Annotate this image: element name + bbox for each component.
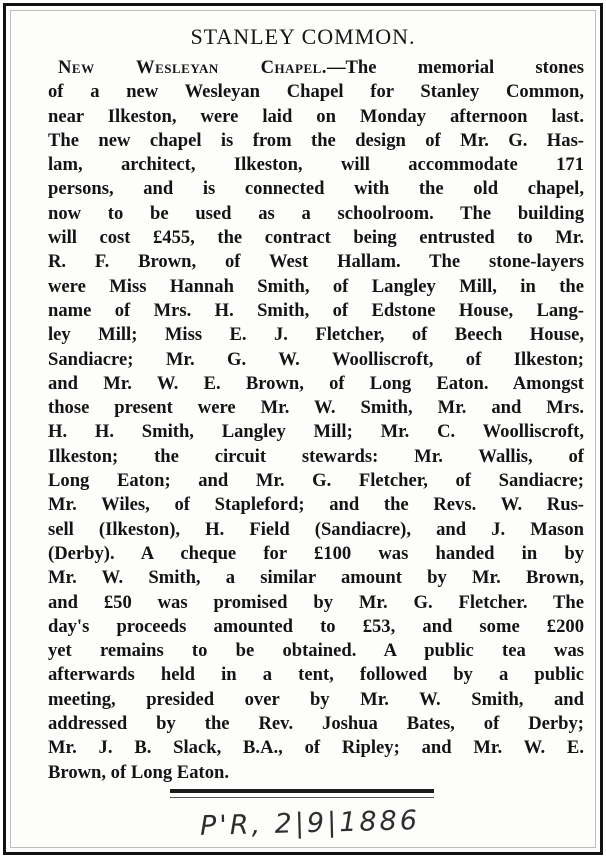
article-line: (Derby). A cheque for £100 was handed in by [48,542,584,564]
article-line: and Mr. W. E. Brown, of Long Eaton. Amongst [48,372,584,394]
article-line: yet remains to be obtained. A public tea was [48,640,584,662]
article-line: persons, and is connected with the old chapel, [48,178,584,200]
article-line-text: —The memorial stones [326,57,584,78]
article-line: near Ilkeston, were laid on Monday afternoon last. [48,105,584,127]
article-line: R. F. Brown, of West Hallam. The stone-layers [48,251,584,273]
article-line: Long Eaton; and Mr. G. Fletcher, of Sandiacre; [48,470,584,492]
article-headline: STANLEY COMMON. [190,24,416,49]
article-line: addressed by the Rev. Joshua Bates, of Derby; [48,713,584,735]
article-line: name of Mrs. H. Smith, of Edstone House, Lang- [48,299,584,321]
article-line: Mr. J. B. Slack, B.A., of Ripley; and Mr. W. E. [48,737,584,759]
article-line: afterwards held in a tent, followed by a public [48,664,584,686]
article-line: The new chapel is from the design of Mr. G. Has- [48,129,584,151]
article-line: those present were Mr. W. Smith, Mr. and Mrs. [48,397,584,419]
article-body [48,56,584,785]
article-lead: New Wesleyan Chapel. [58,57,327,78]
article-line: sell (Ilkeston), H. Field (Sandiacre), and J. Mason [48,518,584,540]
article-line: will cost £455, the contract being entrusted to Mr. [48,227,584,249]
article-line: day's proceeds amounted to £53, and some £200 [48,615,584,637]
handwritten-source-date: P'R, 2|9|1886 [199,805,421,842]
article-line: now to be used as a schoolroom. The building [48,202,584,224]
article-line: and £50 was promised by Mr. G. Fletcher. The [48,591,584,613]
article-line: of a new Wesleyan Chapel for Stanley Common, [48,81,584,103]
article-line: Mr. Wiles, of Stapleford; and the Revs. W. Rus- [48,494,584,516]
article-line: ley Mill; Miss E. J. Fletcher, of Beech House, [48,324,584,346]
article-line: were Miss Hannah Smith, of Langley Mill, in the [48,275,584,297]
article-line: Ilkeston; the circuit stewards: Mr. Wallis, of [48,445,584,467]
article-line: lam, architect, Ilkeston, will accommodate 171 [48,154,584,176]
article-line [48,56,584,80]
article-line: Sandiacre; Mr. G. W. Woolliscroft, of Ilkeston; [48,348,584,370]
article-line: H. H. Smith, Langley Mill; Mr. C. Woolliscroft, [48,421,584,443]
end-rule-thin [170,797,434,798]
article-line: Brown, of Long Eaton. [48,761,229,783]
article-line: Mr. W. Smith, a similar amount by Mr. Brown, [48,567,584,589]
end-rule-thick [170,789,434,793]
article-line: meeting, presided over by Mr. W. Smith, and [48,688,584,710]
